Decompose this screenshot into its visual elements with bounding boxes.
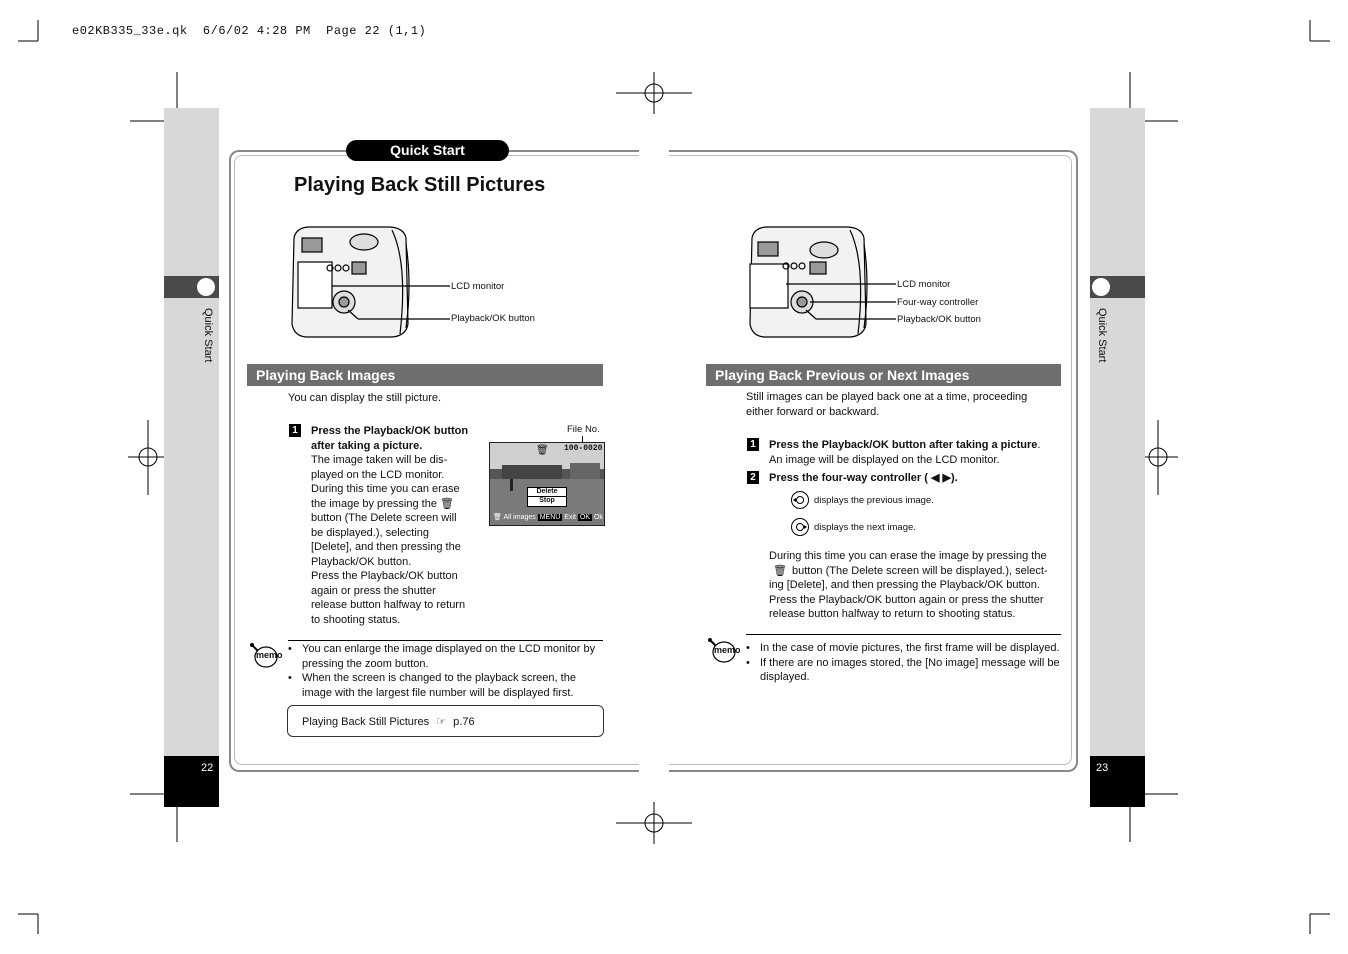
right-step-1-sub: An image will be displayed on the LCD monitor. — [769, 453, 1000, 466]
protect-trash-icon: 🗑 — [536, 445, 549, 456]
right-para-line: During this time you can erase the image by pressing the — [769, 550, 1047, 562]
step-1-line: played on the LCD monitor. — [311, 468, 445, 481]
step-1-text — [311, 424, 486, 627]
right-side-tab — [1090, 108, 1145, 807]
memo-item: • If there are no images stored, the [No image] message will be displayed. — [746, 656, 1061, 685]
memo-icon-right — [708, 637, 741, 663]
step-1-line: release button halfway to return — [311, 599, 466, 611]
step-1-heading-a: Press the Playback/OK button — [311, 425, 469, 437]
memo-rule — [288, 640, 603, 641]
right-page-number: 23 — [1096, 762, 1109, 774]
right-step-1-heading: Press the Playback/OK button after taking a picture — [769, 439, 1038, 451]
right-intro — [746, 390, 1061, 419]
ctrl-next-text: displays the next image. — [814, 522, 916, 533]
ctrl-prev-text: displays the previous image. — [814, 495, 934, 506]
right-para-line: Press the Playback/OK button again or press the shutter — [769, 593, 1044, 606]
right-intro-line: Still images can be played back one at a time, proceeding — [746, 391, 1028, 403]
reference-box — [287, 705, 604, 737]
right-side-label: Quick Start — [1096, 308, 1108, 363]
lcd-exit: Exit — [564, 514, 576, 521]
memo-list-right — [746, 641, 1061, 685]
right-para-line: release button halfway to return to shooting status. — [769, 608, 1016, 620]
right-step-2-marker: 2 — [747, 471, 759, 484]
step-1-line: During this time you can erase — [311, 483, 460, 495]
callout-lcd-monitor-right: LCD monitor — [897, 279, 951, 290]
left-page-number: 22 — [201, 762, 214, 774]
right-step-1-text — [769, 438, 1059, 467]
step-1-heading-b: after taking a picture. — [311, 439, 423, 452]
lcd-ok: Ok — [593, 514, 603, 521]
left-page-number-block — [164, 756, 219, 807]
lcd-screen — [489, 442, 605, 526]
right-step-2-heading-a: Press the four-way controller ( — [769, 472, 928, 484]
step-1-line — [311, 497, 486, 512]
left-arrow-icon: ◀ — [931, 472, 940, 484]
lcd-menu-stop: Stop — [528, 496, 566, 505]
callout-playback-ok-button-right: Playback/OK button — [897, 314, 981, 325]
right-para-line: ing [Delete], and then pressing the Playback/OK button. — [769, 579, 1040, 591]
memo-rule-right — [746, 634, 1061, 635]
step-1-line: The image taken will be dis- — [311, 454, 448, 466]
step-1-line: [Delete], and then pressing the — [311, 541, 461, 553]
step-1-line: Press the Playback/OK button — [311, 570, 458, 582]
memo-item: • You can enlarge the image displayed on the LCD monitor by pressing the zoom button. — [288, 642, 604, 671]
right-arrow-icon: ▶ — [942, 472, 951, 484]
lcd-menu-delete: Delete — [536, 488, 558, 495]
callout-playback-ok-button: Playback/OK button — [451, 313, 535, 324]
callout-four-way-controller: Four-way controller — [897, 297, 979, 308]
step-1-line: to shooting status. — [311, 613, 401, 626]
four-way-right-icon — [790, 517, 810, 537]
pointing-hand-icon: ☞ — [436, 716, 447, 728]
camera-illustration-left — [288, 224, 548, 342]
memo-item: • In the case of movie pictures, the first frame will be displayed. — [746, 641, 1061, 656]
section-bar-playing-back-images: Playing Back Images — [247, 364, 603, 386]
memo-item: • When the screen is changed to the playback screen, the image with the largest file number will be displayed first. — [288, 671, 604, 700]
memo-icon — [250, 642, 283, 668]
section-pill: Quick Start — [346, 140, 509, 161]
reference-text: Playing Back Still Pictures — [302, 716, 430, 728]
right-step-1-marker: 1 — [747, 438, 759, 451]
right-step-2-heading-b: ). — [951, 472, 958, 484]
lcd-ok-key: OK — [579, 514, 591, 521]
step-1-line: Playback/OK button. — [311, 555, 412, 568]
gutter — [639, 140, 669, 780]
print-slug: e02KB335_33e.qk 6/6/02 4:28 PM Page 22 (1,1) — [72, 24, 427, 38]
section-bar-previous-next: Playing Back Previous or Next Images — [706, 364, 1061, 386]
memo-label: memo — [714, 645, 741, 655]
right-tab-circle — [1092, 278, 1110, 296]
lcd-trash-icon: 🗑 — [493, 514, 502, 521]
intro-text: You can display the still picture. — [288, 392, 442, 404]
right-paragraph — [769, 549, 1061, 622]
right-page-number-block — [1090, 756, 1145, 807]
left-side-label: Quick Start — [202, 308, 214, 363]
page-title: Playing Back Still Pictures — [294, 174, 546, 196]
step-1-line: again or press the shutter — [311, 584, 436, 597]
lcd-menu-key: MENU — [539, 514, 561, 521]
left-tab-circle — [197, 278, 215, 296]
lcd-all-images: All images — [503, 514, 536, 521]
memo-list — [288, 642, 604, 700]
step-1-line-text: the image by pressing the — [311, 497, 437, 510]
memo-label: memo — [256, 650, 283, 660]
trash-icon: 🗑 — [440, 497, 454, 510]
reference-page: p.76 — [453, 716, 475, 728]
callout-lcd-monitor: LCD monitor — [451, 281, 505, 292]
right-para-line: button (The Delete screen will be displayed.), select- — [791, 564, 1048, 577]
four-way-left-icon — [790, 490, 810, 510]
step-1-marker: 1 — [289, 424, 301, 437]
trash-icon: 🗑 — [773, 564, 787, 577]
right-intro-line: either forward or backward. — [746, 405, 880, 418]
step-1-line: button (The Delete screen will — [311, 512, 457, 524]
lcd-file-number: 100-0020 — [564, 444, 603, 453]
right-step-2-heading — [769, 471, 958, 486]
step-1-line: be displayed.), selecting — [311, 526, 430, 539]
right-step-1-period: . — [1037, 439, 1041, 451]
lcd-delete-menu — [527, 487, 567, 507]
left-side-tab — [164, 108, 219, 807]
lcd-file-label: File No. — [567, 424, 600, 435]
lcd-bottom-bar — [493, 513, 603, 521]
